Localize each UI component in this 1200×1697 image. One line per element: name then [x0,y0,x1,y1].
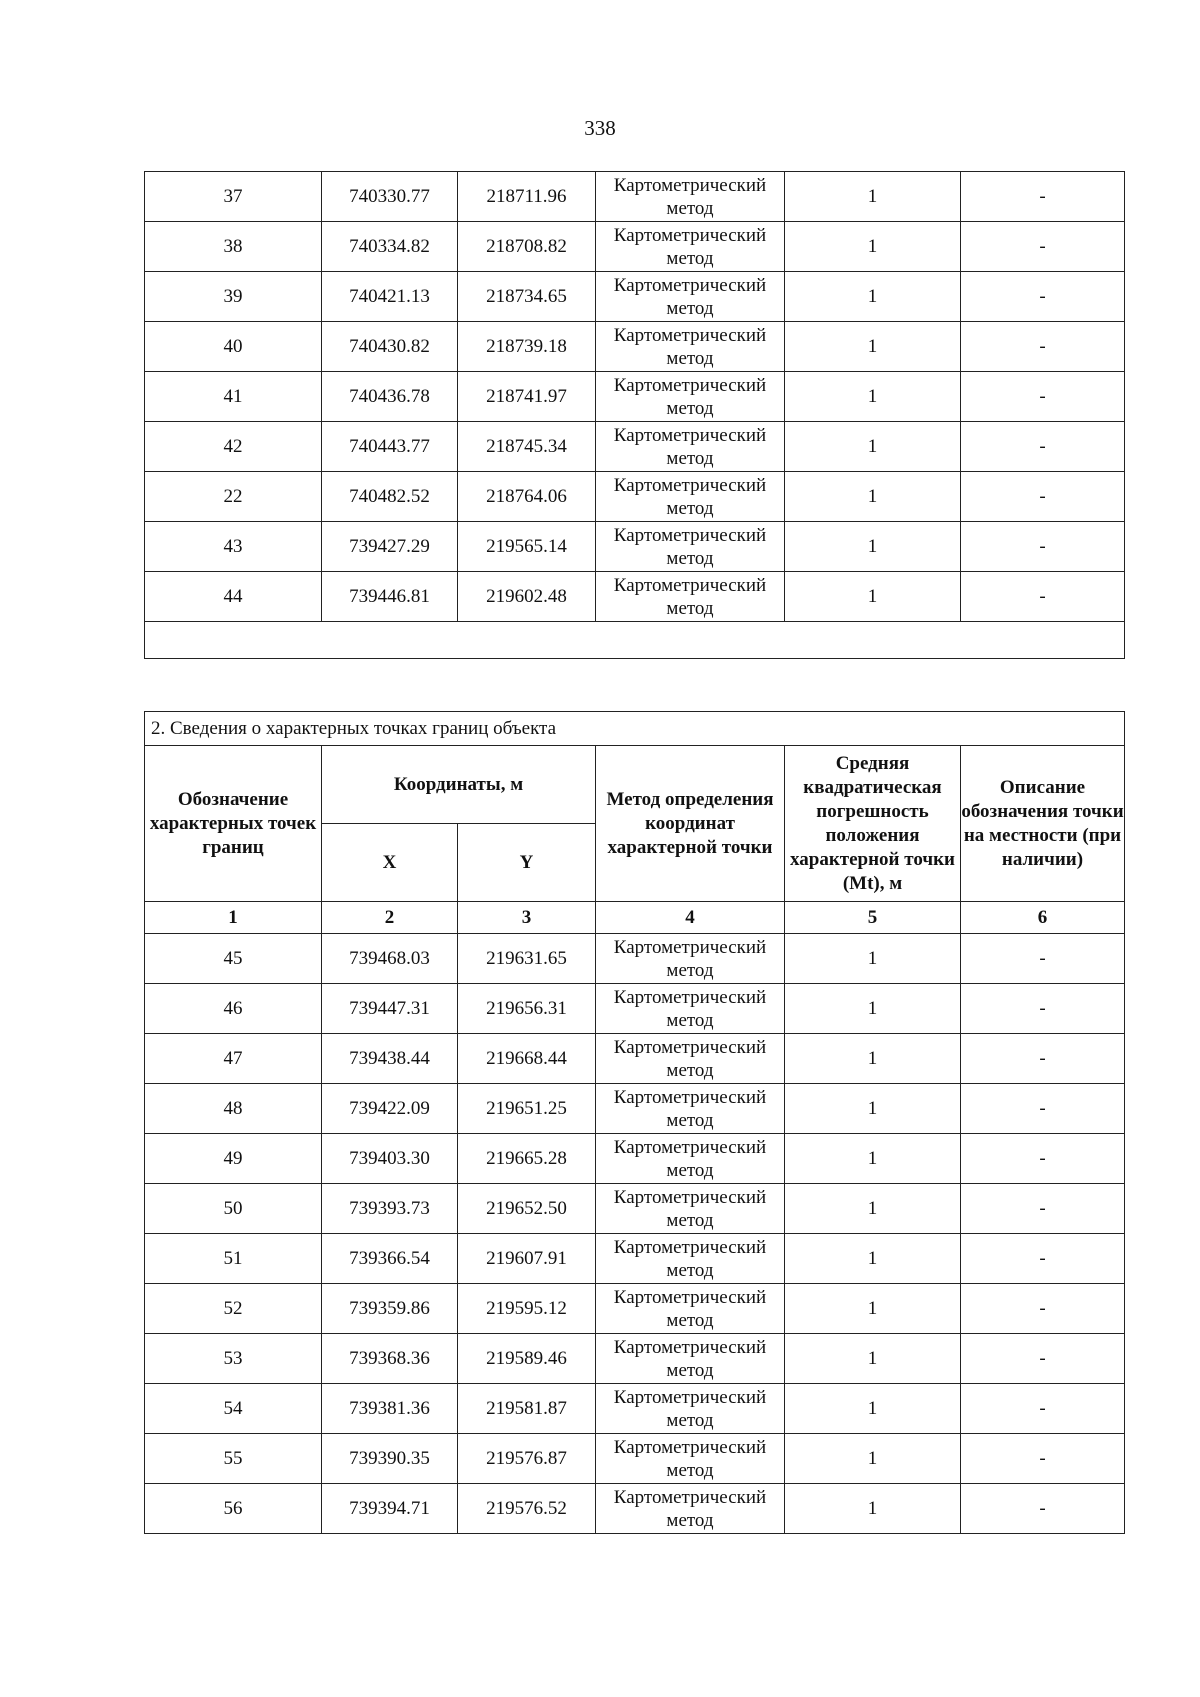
mt-cell: 1 [785,1334,961,1384]
method-cell: Картометрический метод [596,1184,785,1234]
description-cell: - [961,1084,1125,1134]
mt-cell: 1 [785,1234,961,1284]
mt-cell: 1 [785,272,961,322]
method-cell: Картометрический метод [596,1434,785,1484]
y-coordinate-cell: 219607.91 [458,1234,596,1284]
mt-cell: 1 [785,1034,961,1084]
method-cell: Картометрический метод [596,272,785,322]
mt-cell: 1 [785,934,961,984]
table-row [145,1034,1125,1084]
header-mt: Средняя квадратическая погрешность положения характерной точки (Mt), м [785,746,961,902]
mt-cell: 1 [785,1484,961,1534]
point-cell: 56 [145,1484,322,1534]
table-row [145,322,1125,372]
y-coordinate-cell: 219581.87 [458,1384,596,1434]
x-coordinate-cell: 740421.13 [322,272,458,322]
x-coordinate-cell: 739393.73 [322,1184,458,1234]
description-cell: - [961,1134,1125,1184]
mt-cell: 1 [785,1284,961,1334]
header-y: Y [458,824,596,902]
description-cell: - [961,222,1125,272]
x-coordinate-cell: 740330.77 [322,172,458,222]
method-cell: Картометрический метод [596,1234,785,1284]
y-coordinate-cell: 219576.87 [458,1434,596,1484]
point-cell: 52 [145,1284,322,1334]
point-cell: 40 [145,322,322,372]
table-row [145,984,1125,1034]
table-row [145,522,1125,572]
table-row [145,1084,1125,1134]
description-cell: - [961,934,1125,984]
x-coordinate-cell: 739359.86 [322,1284,458,1334]
method-cell: Картометрический метод [596,1284,785,1334]
x-coordinate-cell: 739422.09 [322,1084,458,1134]
method-cell: Картометрический метод [596,572,785,622]
x-coordinate-cell: 739394.71 [322,1484,458,1534]
y-coordinate-cell: 219651.25 [458,1084,596,1134]
mt-cell: 1 [785,372,961,422]
point-cell: 51 [145,1234,322,1284]
mt-cell: 1 [785,522,961,572]
mt-cell: 1 [785,472,961,522]
table-row [145,422,1125,472]
caption-row [145,712,1125,746]
method-cell: Картометрический метод [596,1484,785,1534]
empty-cell [145,622,1125,659]
description-cell: - [961,1034,1125,1084]
y-coordinate-cell: 219589.46 [458,1334,596,1384]
table-row [145,1334,1125,1384]
header-x: X [322,824,458,902]
y-coordinate-cell: 219631.65 [458,934,596,984]
point-cell: 48 [145,1084,322,1134]
method-cell: Картометрический метод [596,522,785,572]
table-row [145,572,1125,622]
header-row [145,746,1125,824]
header-coords: Координаты, м [322,746,596,824]
x-coordinate-cell: 739427.29 [322,522,458,572]
table-row [145,1434,1125,1484]
column-number: 1 [145,902,322,934]
point-cell: 22 [145,472,322,522]
x-coordinate-cell: 740436.78 [322,372,458,422]
table-row [145,272,1125,322]
x-coordinate-cell: 739438.44 [322,1034,458,1084]
mt-cell: 1 [785,222,961,272]
mt-cell: 1 [785,1134,961,1184]
mt-cell: 1 [785,422,961,472]
column-number: 4 [596,902,785,934]
x-coordinate-cell: 740443.77 [322,422,458,472]
point-cell: 49 [145,1134,322,1184]
mt-cell: 1 [785,1434,961,1484]
method-cell: Картометрический метод [596,1334,785,1384]
point-cell: 43 [145,522,322,572]
method-cell: Картометрический метод [596,472,785,522]
y-coordinate-cell: 219652.50 [458,1184,596,1234]
header-point: Обозначение характерных точек границ [145,746,322,902]
table-row [145,1134,1125,1184]
method-cell: Картометрический метод [596,422,785,472]
description-cell: - [961,472,1125,522]
table-row [145,1234,1125,1284]
description-cell: - [961,1334,1125,1384]
x-coordinate-cell: 739447.31 [322,984,458,1034]
point-cell: 47 [145,1034,322,1084]
y-coordinate-cell: 219595.12 [458,1284,596,1334]
description-cell: - [961,572,1125,622]
x-coordinate-cell: 739468.03 [322,934,458,984]
boundary-points-table [144,711,1125,1534]
header-desc: Описание обозначения точки на местности (при наличии) [961,746,1125,902]
x-coordinate-cell: 740430.82 [322,322,458,372]
point-cell: 55 [145,1434,322,1484]
point-cell: 37 [145,172,322,222]
description-cell: - [961,322,1125,372]
x-coordinate-cell: 739368.36 [322,1334,458,1384]
method-cell: Картометрический метод [596,322,785,372]
x-coordinate-cell: 739390.35 [322,1434,458,1484]
boundary-points-table-continued [144,171,1125,659]
description-cell: - [961,1434,1125,1484]
point-cell: 38 [145,222,322,272]
description-cell: - [961,422,1125,472]
y-coordinate-cell: 218711.96 [458,172,596,222]
column-number: 2 [322,902,458,934]
method-cell: Картометрический метод [596,372,785,422]
table-row [145,372,1125,422]
mt-cell: 1 [785,984,961,1034]
y-coordinate-cell: 219576.52 [458,1484,596,1534]
table-caption: 2. Сведения о характерных точках границ объекта [145,712,1125,746]
table-body [145,172,1125,659]
table-row [145,1184,1125,1234]
empty-row [145,622,1125,659]
y-coordinate-cell: 218764.06 [458,472,596,522]
y-coordinate-cell: 218741.97 [458,372,596,422]
x-coordinate-cell: 739403.30 [322,1134,458,1184]
point-cell: 41 [145,372,322,422]
table-row [145,1484,1125,1534]
table-row [145,222,1125,272]
x-coordinate-cell: 739366.54 [322,1234,458,1284]
y-coordinate-cell: 219665.28 [458,1134,596,1184]
x-coordinate-cell: 739381.36 [322,1384,458,1434]
point-cell: 45 [145,934,322,984]
y-coordinate-cell: 218708.82 [458,222,596,272]
column-number: 3 [458,902,596,934]
description-cell: - [961,372,1125,422]
description-cell: - [961,1484,1125,1534]
method-cell: Картометрический метод [596,1384,785,1434]
method-cell: Картометрический метод [596,172,785,222]
y-coordinate-cell: 218734.65 [458,272,596,322]
y-coordinate-cell: 219565.14 [458,522,596,572]
column-number: 5 [785,902,961,934]
method-cell: Картометрический метод [596,1134,785,1184]
point-cell: 46 [145,984,322,1034]
description-cell: - [961,984,1125,1034]
y-coordinate-cell: 218739.18 [458,322,596,372]
y-coordinate-cell: 218745.34 [458,422,596,472]
mt-cell: 1 [785,322,961,372]
method-cell: Картометрический метод [596,222,785,272]
description-cell: - [961,1184,1125,1234]
page-number: 338 [584,116,616,140]
point-cell: 42 [145,422,322,472]
description-cell: - [961,172,1125,222]
method-cell: Картометрический метод [596,1084,785,1134]
method-cell: Картометрический метод [596,984,785,1034]
y-coordinate-cell: 219668.44 [458,1034,596,1084]
table-row [145,1284,1125,1334]
column-number: 6 [961,902,1125,934]
column-number-row [145,902,1125,934]
x-coordinate-cell: 739446.81 [322,572,458,622]
method-cell: Картометрический метод [596,934,785,984]
y-coordinate-cell: 219602.48 [458,572,596,622]
point-cell: 50 [145,1184,322,1234]
mt-cell: 1 [785,172,961,222]
description-cell: - [961,272,1125,322]
x-coordinate-cell: 740334.82 [322,222,458,272]
table-row [145,934,1125,984]
mt-cell: 1 [785,1184,961,1234]
mt-cell: 1 [785,1384,961,1434]
table-row [145,472,1125,522]
description-cell: - [961,1234,1125,1284]
x-coordinate-cell: 740482.52 [322,472,458,522]
method-cell: Картометрический метод [596,1034,785,1084]
mt-cell: 1 [785,1084,961,1134]
description-cell: - [961,522,1125,572]
point-cell: 39 [145,272,322,322]
table-row [145,1384,1125,1434]
table-row [145,172,1125,222]
point-cell: 54 [145,1384,322,1434]
description-cell: - [961,1384,1125,1434]
point-cell: 53 [145,1334,322,1384]
point-cell: 44 [145,572,322,622]
mt-cell: 1 [785,572,961,622]
header-method: Метод определения координат характерной точки [596,746,785,902]
table-body [145,712,1125,1534]
description-cell: - [961,1284,1125,1334]
y-coordinate-cell: 219656.31 [458,984,596,1034]
